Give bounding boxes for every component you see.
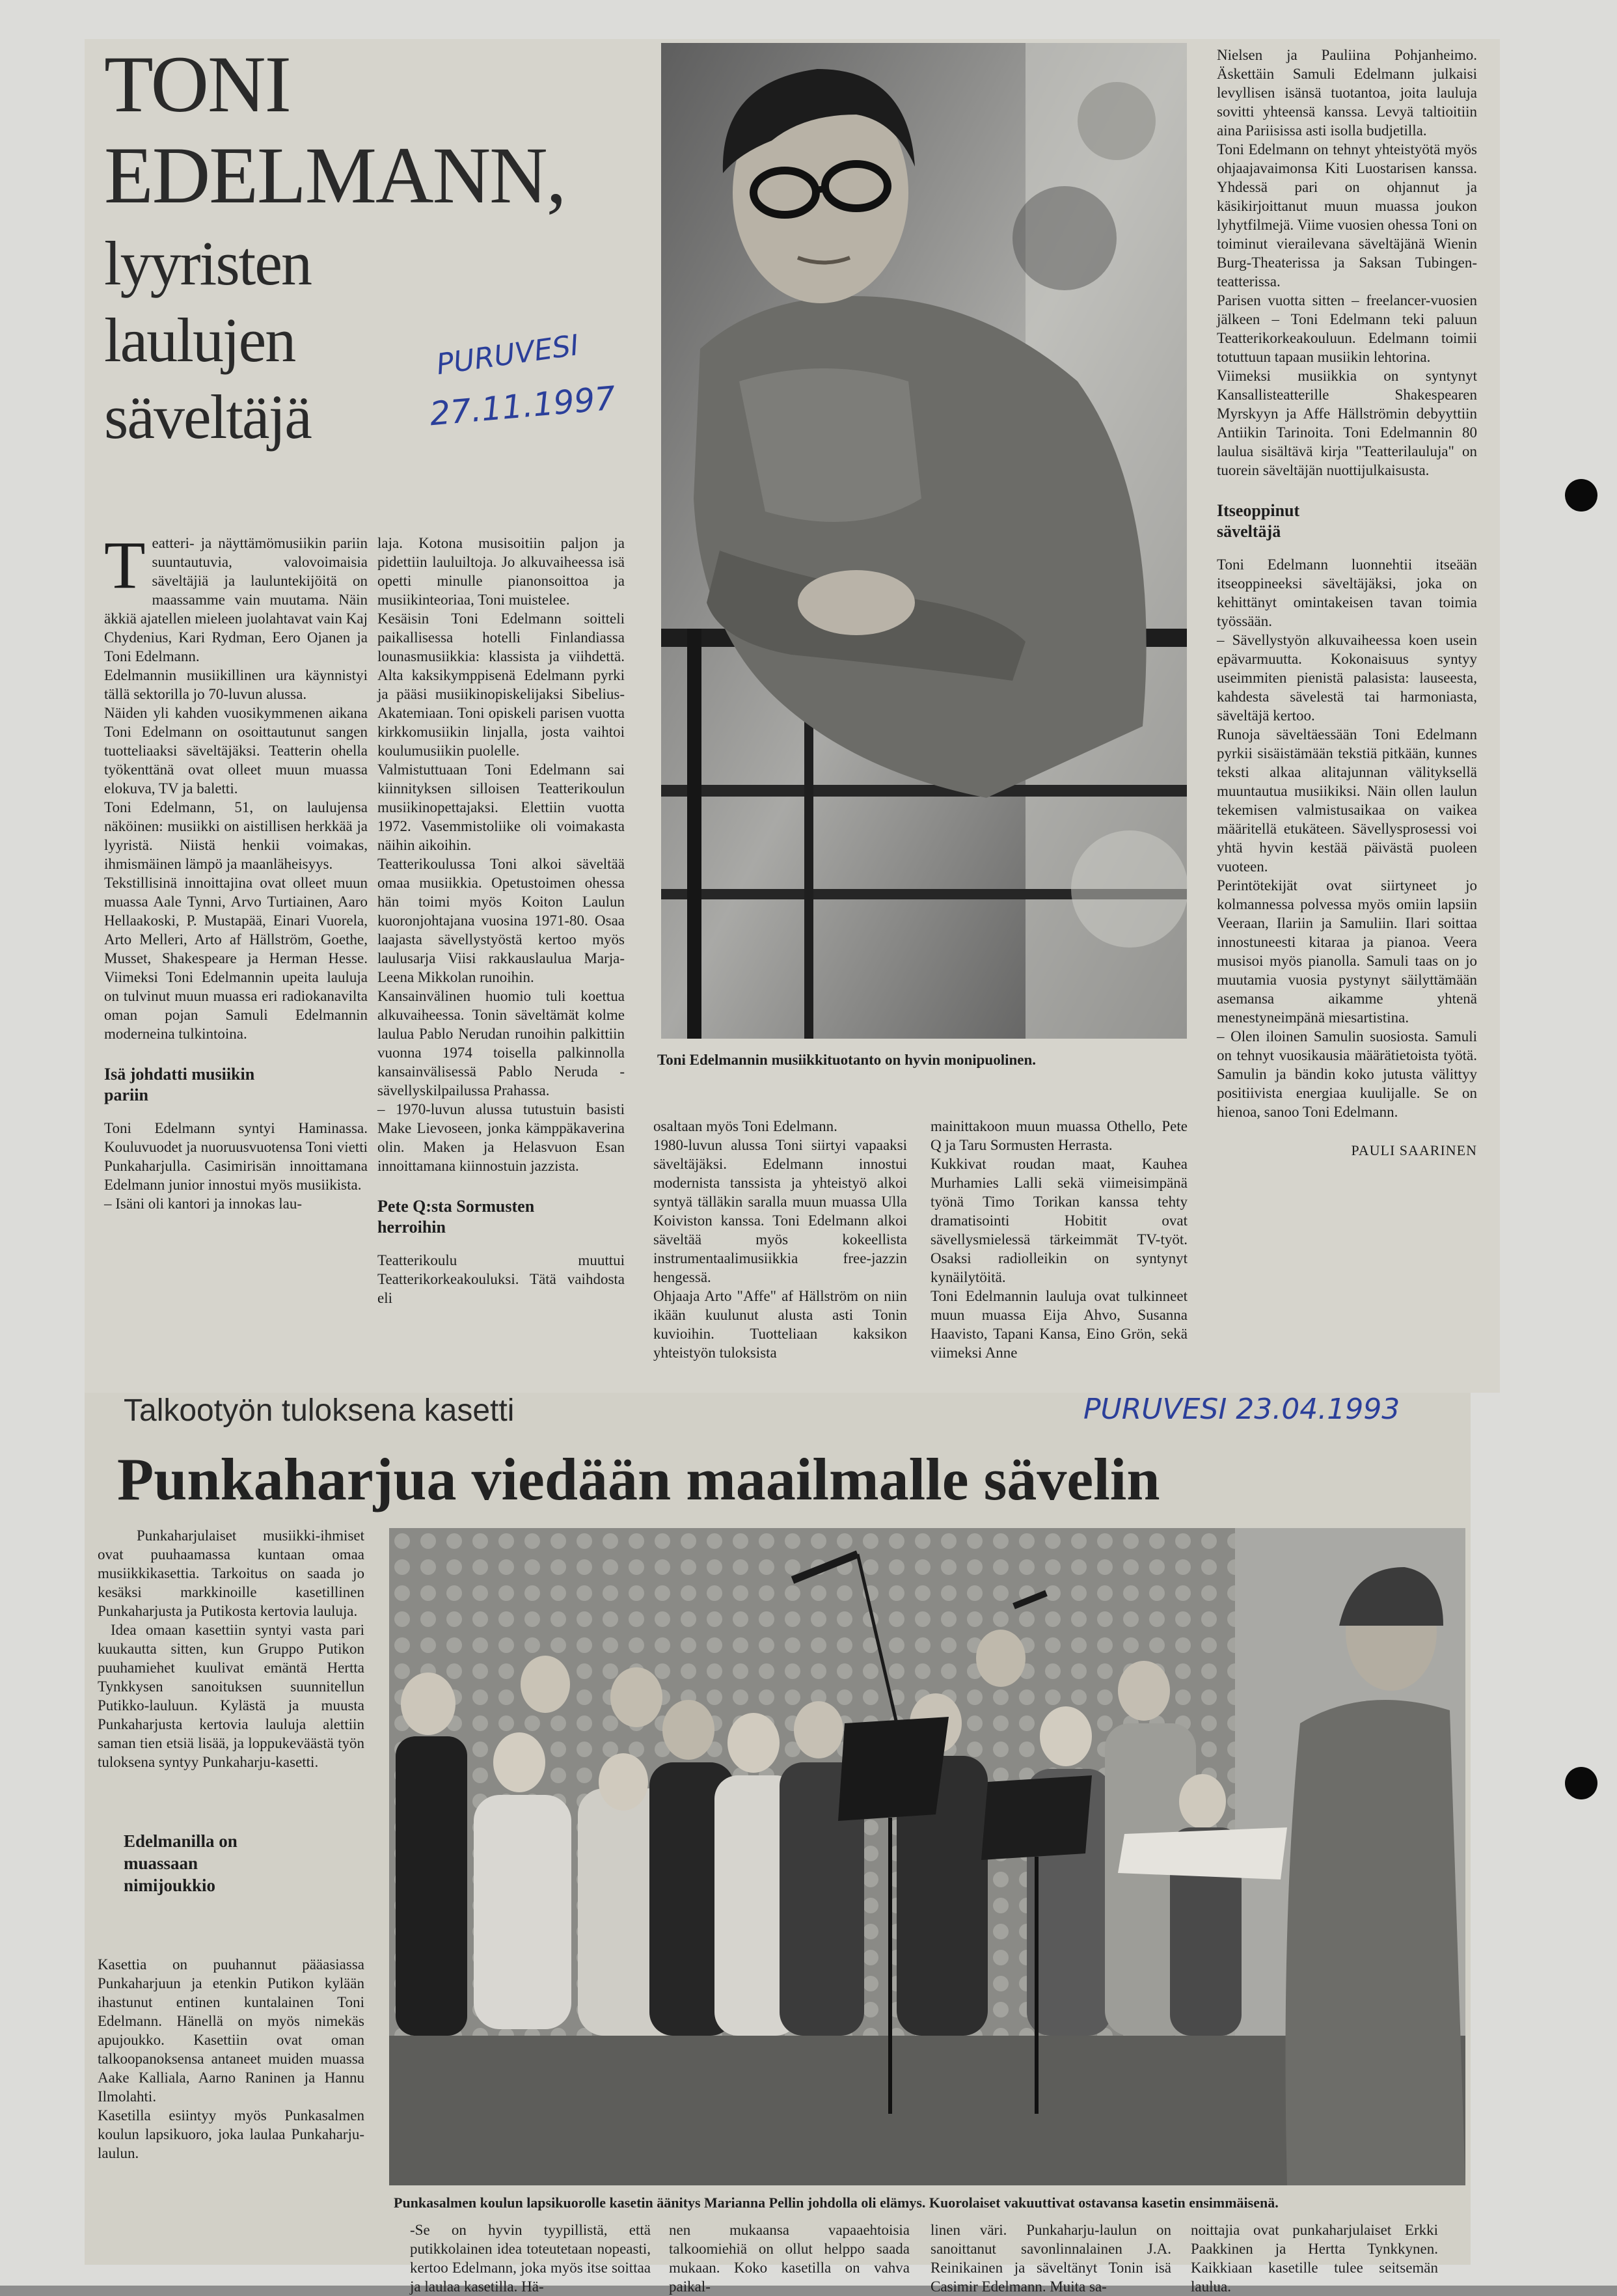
photo-childrens-choir	[389, 1528, 1465, 2185]
punch-hole-bottom	[1565, 1767, 1597, 1799]
paragraph: 1980-luvun alussa Toni siirtyi vapaaksi säveltäjäksi. Edelmann innostui modernista tanssista ja yhteistyö alkoi syntyä tälläkin saralla muun muassa Ulla Koiviston kanssa. Toni Edelmann alkoi säveltää myös kokeellista instrumentaalimusiikkia free-jazzin hengessä.	[653, 1137, 907, 1285]
paragraph: mainittakoon muun muassa Othello, Pete Q ja Taru Sormusten Herrasta.	[931, 1118, 1188, 1153]
paragraph: noittajia ovat punkaharjulaiset Erkki Paakkinen ja Hertta Tynkkynen. Kaikkiaan kasetille tulee seitsemän laulua.	[1191, 2222, 1438, 2295]
paragraph: Idea omaan kasettiin syntyi vasta pari kuukautta sitten, kun Gruppo Putikon puuhamiehet kuulivat emäntä Hertta Tynkkysen sanoituksen suunnitellun Putikko-lauluun. Kylästä ja muusta Punkaharjusta kertovia lauluja alettiin saman tien etsiä lisää, ja loppukeväästä työn tuloksena syntyy Punkaharju-kasetti.	[98, 1622, 364, 1770]
paragraph: Perintötekijät ovat siirtyneet jo kolmannessa polvessa myös omiin lapsiin Veeraan, Ilariin ja Samuliin. Ilari soittaa innostuneesti kitaraa ja pianoa. Veera musisoi myös pianolla. Samuli taas on jo muutamia vuosia pystynyt säilyttämään asemansa aikamme yhtenä menestyneimpänä miesartistina.	[1217, 877, 1477, 1026]
title-line-1: TONI	[104, 40, 290, 129]
handwritten-date: 27.11.1997	[428, 379, 618, 433]
paragraph: Ohjaaja Arto "Affe" af Hällström on niin ikään kuulunut alusta asti Tonin kuvioihin. Tuotteliaan kaksikon yhteistyön tuloksista	[653, 1288, 907, 1361]
subheading-edelmanilla: Edelmanilla on muassaan nimijoukkio	[124, 1831, 238, 1895]
paragraph: – Isäni oli kantori ja innokas lau-	[104, 1196, 303, 1212]
article1-col4	[931, 1117, 1188, 1362]
paragraph: Toni Edelmannin lauluja ovat tulkinneet muun muassa Eija Ahvo, Susanna Haavisto, Tapani Kansa, Eino Grön, sekä viimeksi Anne	[931, 1288, 1188, 1361]
article2-col2	[410, 2221, 651, 2296]
paragraph: nen mukaansa vapaaehtoisia talkoomiehiä on ollut helppo saada mukaan. Koko kasetilla on vahva paikal-	[669, 2222, 910, 2295]
subheading-isa-johdatti: Isä johdatti musiikin pariin	[104, 1065, 255, 1104]
paragraph: Viimeksi musiikkia on syntynyt Kansallisteatterille Shakespearen Myrskyyn ja Affe Hällströmin debyyttiin Antiikin Tarinoita. Toni Edelmannin 80 laulua sisältävä kirja "Teatterilauluja" on tuorein säveltäjän nuottijulkaisusta.	[1217, 368, 1477, 478]
paragraph: Teatterikoulussa Toni alkoi säveltää omaa musiikkia. Opetustoimen ohessa hän toimi myös Koiton Laulun kuoronjohtajana vuosina 1971-80. Osaa laajasta sävellystyöstä kertoo myös laulusarja Viisi rakkauslaulua Marja-Leena Mikkolan runoihin.	[377, 856, 625, 985]
paragraph: Toni Edelmann, 51, on laulujensa näköinen: musiikki on aistillisen herkkää ja lyyristä. Niistä henkii voimakas, ihmismäinen lämpö ja maanläheisyys.	[104, 799, 368, 872]
article-toni-edelmann	[85, 39, 1500, 1393]
paragraph: osaltaan myös Toni Edelmann.	[653, 1118, 837, 1134]
paragraph: Kasettia on puuhannut pääasiassa Punkaharjuun ja etenkin Putikon kylään ihastunut entinen kuntalainen Toni Edelmann. Hänellä on myös nimekäs apujoukko. Kasettiin ovat oman talkoopanoksensa antaneet muiden muassa Aake Kalliala, Aarno Raninen ja Hannu Ilmolahti.	[98, 1956, 364, 2105]
paragraph: Valmistuttuaan Toni Edelmann sai kiinnityksen silloisen Teatterikoulun musiikinopettajaksi. Elettiin vuotta 1972. Vasemmistoliike oli voimakasta näihin aikoihin.	[377, 761, 625, 853]
paragraph: Toni Edelmann on tehnyt yhteistyötä myös ohjaajavaimonsa Kiti Luostarisen kanssa. Yhdessä pari on ohjannut ja käsikirjoittanut muun muassa joukon lyhytfilmejä. Viime vuosien ohessa Toni on toiminut vierailevana säveltäjänä Wienin Burg-Theaterissa ja Saksan Tubingen-teatterissa.	[1217, 141, 1477, 290]
paragraph: linen väri. Punkaharju-laulun on sanoittanut savonlinnalainen J.A. Reinikainen ja säveltänyt Tonin isä Casimir Edelmann. Muita sa-	[931, 2222, 1171, 2295]
paragraph: Edelmannin musiikillinen ura käynnistyi tällä sektorilla jo 70-luvun alussa.	[104, 667, 368, 702]
paragraph: Nielsen ja Pauliina Pohjanheimo. Äskettäin Samuli Edelmann julkaisi levyllisen isänsä tuotantoa, joita lauluja sovitti yhteensä kanssa. Levyä taltioitiin aina Pariisissa asti isolla budjetilla.	[1217, 47, 1477, 139]
article-punkaharju	[85, 1393, 1471, 2295]
paragraph: Kukkivat roudan maat, Kauhea Murhamies Lalli sekä viimeisimpänä työnä Timo Torikan kanssa tehty dramatisointi Hobitit ovat sävellysmielessä tärkeimmät TV-työt. Osaksi radiolleikin on syntynyt kynäilytöitä.	[931, 1156, 1188, 1285]
paragraph: Parisen vuotta sitten – freelancer-vuosien jälkeen – Toni Edelmann teki paluun Teatterikorkeakouluun. Edelmann toimii totuttuun tapaan musiikin lehtorina.	[1217, 292, 1477, 365]
paragraph: Runoja säveltäessään Toni Edelmann pyrkii sisäistämään tekstiä pitkään, kunnes teksti alkaa alitajunnan välityksellä muuntautua musiikiksi. Näin ollen laulun tekemisen valmistusaikaa on vaikea määritellä etukäteen. Sävellysprosessi voi yhtä hyvin kestää päivästä puoleen vuoteen.	[1217, 726, 1477, 875]
article1-col3	[653, 1117, 907, 1362]
paragraph: – Sävellystyön alkuvaiheessa koen usein epävarmuutta. Kokonaisuus syntyy useimmiten pienistä palasista: lauseesta, kahdesta sävelestä tai harmoniasta, säveltäjä kertoo.	[1217, 632, 1477, 724]
paragraph: Toni Edelmann syntyi Haminassa. Kouluvuodet ja nuoruusvuotensa Toni vietti Punkaharjulla. Casimirisän innoittamana Edelmann junior innostui myös musiikista.	[104, 1120, 368, 1193]
article2-col1	[98, 1526, 364, 2163]
paragraph: Teatterikoulu muuttui Teatterikorkeakouluksi. Tätä vaihdosta eli	[377, 1252, 625, 1306]
paragraph: Tekstillisinä innoittajina ovat olleet muun muassa Aale Tynni, Arvo Turtiainen, Aaro Hellaakoski, P. Mustapää, Einari Vuorela, Arto Melleri, Arto af Hällström, Goethe, Musset, Shakespeare ja Herman Hesse. Viimeksi Toni Edelmannin upeita lauluja on tulvinut muun muassa eri radiokanavilta oman pojan Samuli Edelmannin moderneina tulkintoina.	[104, 875, 368, 1042]
paragraph: Kesäisin Toni Edelmann soitteli paikallisessa hotelli Finlandiassa lounasmusiikkia: klassista ja viihdettä. Alta kaksikymppisenä Edelmann pyrki ja pääsi musiikinopiskelijaksi Sibelius-Akatemiaan. Toni opiskeli parisen vuotta kirkkomusiikin linjalla, josta vaihtoi koulumusiikin puolelle.	[377, 610, 625, 759]
paragraph: – Olen iloinen Samulin suosiosta. Samuli on tehnyt vuosikausia määrätietoista työtä. Samulin ja bändin koko jutusta välittyy positiivista energiaa kuulijalle. Se on hienoa, sanoo Toni Edelmann.	[1217, 1028, 1477, 1120]
photo-caption-choir: Punkasalmen koulun lapsikuorolle kasetin äänitys Marianna Pellin johdolla oli elämys. Kuorolaiset vakuuttivat ostavansa kasetin ensimmäisenä.	[394, 2194, 1279, 2211]
paragraph: Näiden yli kahden vuosikymmenen aikana Toni Edelmann on osoittautunut sangen tuotteliaaksi säveltäjäksi. Teatterin ohella työkenttänä ovat olleet muun muassa elokuva, TV ja baletti.	[104, 705, 368, 797]
photo-toni-edelmann	[661, 43, 1187, 1039]
paragraph: laja. Kotona musisoitiin paljon ja pidettiin lauluiltoja. Jo alkuvaiheessa isä opetti minulle pianonsoittoa ja musiikinteoriaa, Toni muistelee.	[377, 535, 625, 608]
article2-col3	[669, 2221, 910, 2296]
handwritten-note-1993: PURUVESI 23.04.1993	[1083, 1393, 1400, 1426]
paragraph: -Se on hyvin tyypillistä, että putikkolainen idea toteutetaan nopeasti, kertoo Edelmann, joka myös itse soittaa ja laulaa kasetilla. Hä-	[410, 2222, 651, 2295]
kicker: Talkootyön tuloksena kasetti	[124, 1393, 515, 1428]
handwritten-place: PURUVESI	[434, 328, 581, 382]
paragraph: Toni Edelmann luonnehtii itseään itseoppineeksi säveltäjäksi, joka on kehittänyt omintakeisen tavan toimia työssään.	[1217, 556, 1477, 629]
title-sub-2: laulujen	[104, 305, 295, 375]
article1-col5	[1217, 46, 1477, 1160]
article2-col4	[931, 2221, 1171, 2296]
subheading-itseoppinut: Itseoppinut säveltäjä	[1217, 501, 1300, 541]
article1-col1	[104, 528, 368, 1213]
article1-col2	[377, 534, 625, 1307]
paragraph: Punkaharjulaiset musiikki-ihmiset ovat puuhaamassa kuntaan omaa musiikkikasettia. Tarkoitus on saada jo kesäksi markkinoille kasetillinen Punkaharjusta ja Putikosta kertovia lauluja.	[98, 1527, 364, 1619]
title-line-2: EDELMANN,	[104, 131, 565, 220]
portrait-illustration	[661, 43, 1187, 1039]
paragraph: Kasetilla esiintyy myös Punkasalmen koulun lapsikuoro, joka laulaa Punkaharju-laulun.	[98, 2107, 364, 2161]
title-sub-3: säveltäjä	[104, 382, 311, 452]
subheading-pete-q: Pete Q:sta Sormusten herroihin	[377, 1197, 535, 1237]
title-sub-1: lyyristen	[104, 228, 311, 298]
paragraph-lead: eatteri- ja näyttämömusiikin pariin suuntautuvia, valovoimaisia säveltäjiä ja lauluntekijöitä on maassamme vain muutama. Näin äkkiä ajatellen mieleen juolahtavat vain Kaj Chydenius, Kari Rydman, Eero Ojanen ja Toni Edelmann.	[104, 535, 368, 664]
headline: Punkaharjua viedään maailmalle sävelin	[117, 1446, 1160, 1512]
choir-illustration	[389, 1528, 1465, 2185]
drop-cap: T	[104, 528, 146, 603]
paragraph: – 1970-luvun alussa tutustuin basisti Make Lievoseen, jonka kämppäkaverina olin. Maken ja Helasvuon Esan innoittamana kiinnostuin jazzista.	[377, 1101, 625, 1174]
article2-col5	[1191, 2221, 1438, 2296]
byline: PAULI SAARINEN	[1351, 1142, 1477, 1158]
paragraph: Kansainvälinen huomio tuli koettua alkuvaiheessa. Tonin säveltämät kolme laulua Pablo Nerudan runoihin palkittiin vuonna 1974 toisella palkinnolla kansainvälisessä Pablo Neruda -sävellyskilpailussa Prahassa.	[377, 988, 625, 1099]
photo-caption-toni: Toni Edelmannin musiikkituotanto on hyvin monipuolinen.	[657, 1052, 1037, 1068]
punch-hole-top	[1565, 479, 1597, 512]
